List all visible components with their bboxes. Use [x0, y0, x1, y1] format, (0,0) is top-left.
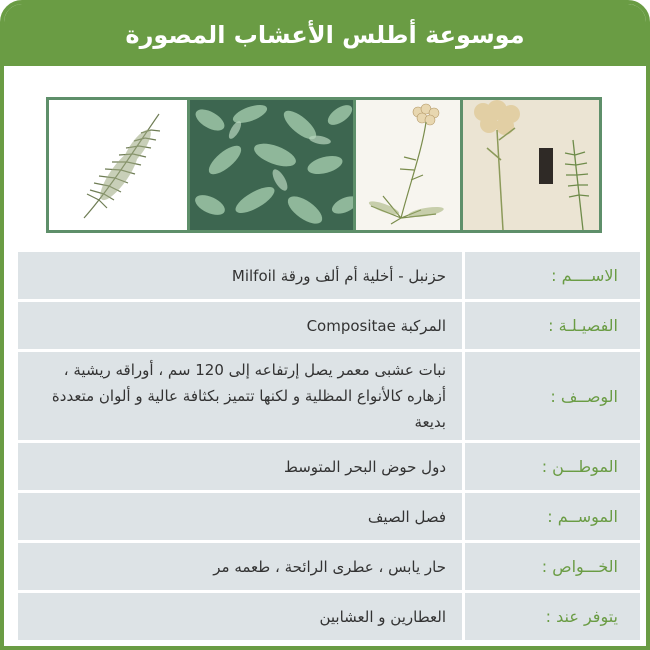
- value-text: المركبة Compositae: [306, 316, 446, 335]
- value-habitat: [18, 443, 462, 490]
- herb-info-table: [18, 252, 640, 643]
- value-season: [18, 493, 462, 540]
- label-family: الفصيـلـة :: [465, 302, 640, 349]
- label-properties: الخـــواص :: [465, 543, 640, 590]
- row-name: [18, 252, 640, 302]
- label-description: الوصــف :: [465, 352, 640, 440]
- value-text: فصل الصيف: [367, 507, 446, 526]
- row-family: [18, 302, 640, 352]
- value-family: [18, 302, 462, 349]
- row-habitat: [18, 443, 640, 493]
- label-availability: يتوفر عند :: [465, 593, 640, 640]
- value-text: حزنبل - أخلية أم ألف ورقة Milfoil: [231, 266, 446, 285]
- yarrow-leaf-illustration: [49, 100, 187, 230]
- value-availability: [18, 593, 462, 640]
- value-text: دول حوض البحر المتوسط: [284, 457, 446, 476]
- value-description: [18, 352, 462, 440]
- page-title: موسوعة أطلس الأعشاب المصورة: [4, 4, 646, 66]
- value-text: نبات عشبى معمر يصل إرتفاعه إلى 120 سم ، أوراقه ريشية ، أزهاره كالأنواع المظلية و لكنها تتميز بكثافة عالية و ألوان متعددة بديعة: [51, 361, 446, 431]
- label-season: الموســم :: [465, 493, 640, 540]
- label-name: الاســــم :: [465, 252, 640, 299]
- row-availability: [18, 593, 640, 643]
- value-text: حار يابس ، عطرى الرائحة ، طعمه مر: [213, 557, 446, 576]
- value-name: [18, 252, 462, 299]
- row-properties: [18, 543, 640, 593]
- value-properties: [18, 543, 462, 590]
- image-strip: [46, 97, 602, 233]
- yarrow-foliage-photo: [190, 100, 353, 230]
- label-habitat: الموطـــن :: [465, 443, 640, 490]
- row-description: [18, 352, 640, 443]
- value-text: العطارين و العشابين: [319, 607, 446, 626]
- yarrow-plant-drawing: [356, 100, 459, 230]
- row-season: [18, 493, 640, 543]
- yarrow-flower-specimen: [463, 100, 599, 230]
